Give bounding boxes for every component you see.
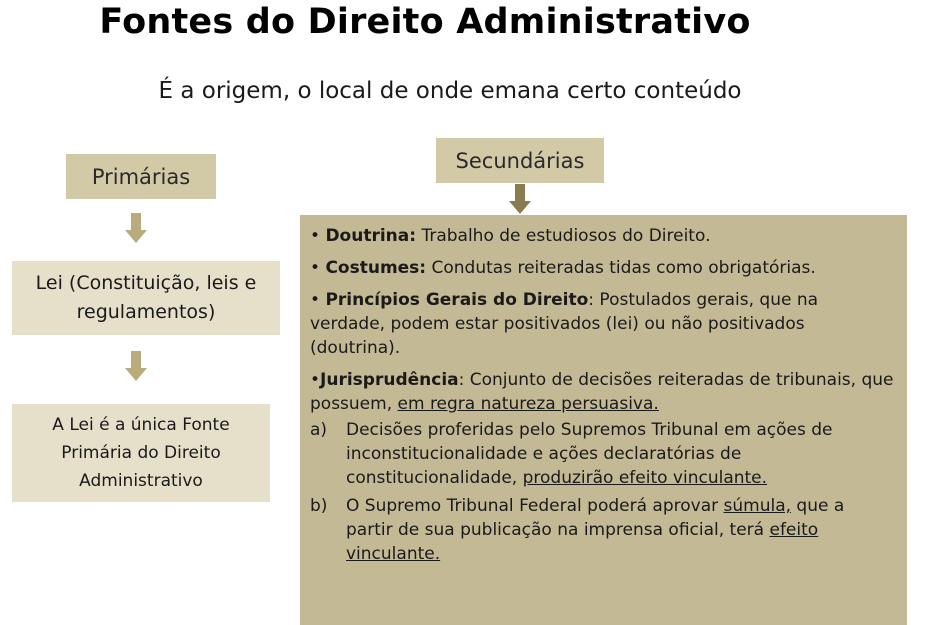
- secundarias-header-label: Secundárias: [455, 148, 585, 173]
- slide-subtitle: É a origem, o local de onde emana certo conteúdo: [158, 78, 742, 104]
- sub-item-a-text: Decisões proferidas pelo Supremos Tribunal em ações de inconstitucionalidade e ações declaratórias de constitucionalidade,: [346, 420, 833, 488]
- sub-item-b-text-2: que a partir de sua publicação na imprensa oficial, terá: [346, 496, 845, 540]
- sub-item-a: [310, 418, 895, 490]
- lei-box: [12, 261, 280, 335]
- doutrina-term: Doutrina:: [325, 226, 417, 246]
- jurisprudencia-text: : Conjunto de decisões reiteradas de tribunais, que possuem,: [310, 370, 894, 414]
- primarias-header: [66, 154, 216, 199]
- sub-item-b-text: O Supremo Tribunal Federal poderá aprovar: [346, 496, 724, 516]
- sub-item-b-underlined-2: efeito vinculante.: [346, 520, 819, 564]
- principios-term: Princípios Gerais do Direito: [325, 290, 589, 310]
- lei-text: Lei (Constituição, leis e regulamentos): [35, 272, 257, 323]
- costumes-text: Condutas reiteradas tidas como obrigatórias.: [426, 258, 816, 278]
- secundarias-header: [436, 138, 604, 183]
- jurisprudencia-term: Jurisprudência: [320, 370, 459, 390]
- down-arrow-icon: [509, 184, 531, 214]
- sub-item-b-label: b): [310, 496, 328, 516]
- costumes-item: • Costumes: Condutas reiteradas tidas como obrigatórias.: [310, 258, 816, 278]
- sub-item-b: [310, 494, 895, 566]
- jurisprudencia-underlined: em regra natureza persuasiva.: [397, 394, 659, 414]
- sub-item-a-underlined: produzirão efeito vinculante.: [522, 468, 768, 488]
- sub-item-a-label: a): [310, 420, 328, 440]
- jurisprudencia-item: •Jurisprudência: Conjunto de decisões reiteradas de tribunais, que possuem, em regra natureza persuasiva.: [310, 370, 894, 414]
- fonte-primaria-box: [12, 404, 270, 502]
- principios-text: : Postulados gerais, que na verdade, podem estar positivados (lei) ou não positivados (doutrina).: [310, 290, 819, 358]
- sub-item-b-underlined-1: súmula,: [723, 496, 792, 516]
- slide-title: Fontes do Direito Administrativo: [99, 2, 751, 42]
- secundarias-panel: [300, 215, 907, 625]
- down-arrow-icon: [125, 213, 147, 243]
- doutrina-item: • Doutrina: Trabalho de estudiosos do Direito.: [310, 226, 711, 246]
- costumes-term: Costumes:: [325, 258, 427, 278]
- primarias-header-label: Primárias: [91, 164, 191, 189]
- principios-item: • Princípios Gerais do Direito: Postulados gerais, que na verdade, podem estar positivados (lei) ou não positivados (doutrina).: [310, 290, 819, 358]
- fonte-primaria-text: A Lei é a única Fonte Primária do Direito Administrativo: [52, 415, 230, 491]
- down-arrow-icon: [125, 351, 147, 381]
- doutrina-text: Trabalho de estudiosos do Direito.: [416, 226, 711, 246]
